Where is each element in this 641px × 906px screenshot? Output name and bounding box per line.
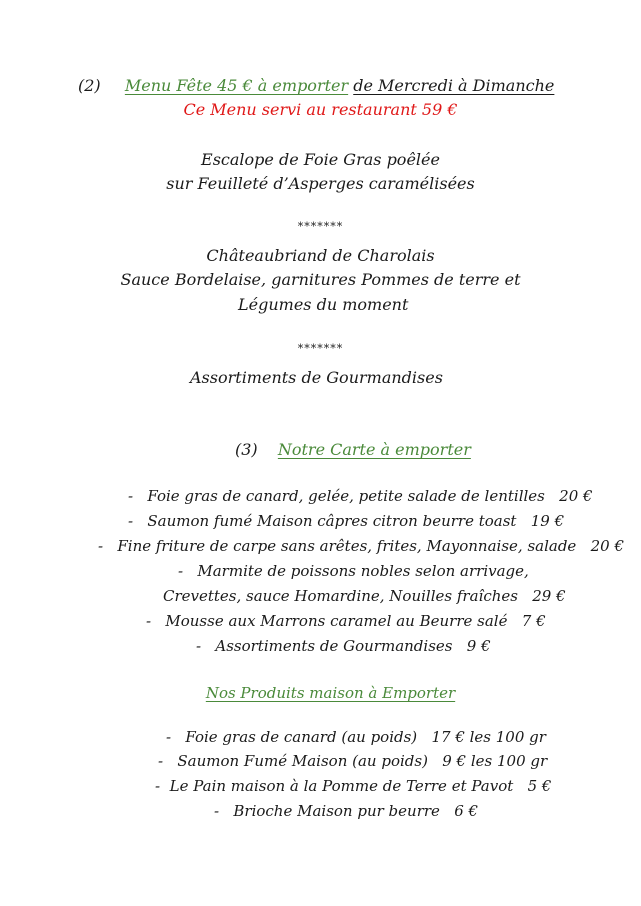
- products-title: Nos Produits maison à Emporter: [205, 684, 456, 702]
- product-item: - Foie gras de canard (au poids) 17 € les 100 gr: [166, 728, 546, 746]
- carte-header: [235, 440, 635, 459]
- course2-line3: Légumes du moment: [238, 295, 409, 314]
- product-item: - Saumon Fumé Maison (au poids) 9 € les 100 gr: [158, 752, 548, 770]
- carte-item: - Mousse aux Marrons caramel au Beurre salé 7 €: [146, 612, 546, 630]
- carte-item: - Foie gras de canard, gelée, petite salade de lentilles 20 €: [128, 487, 593, 505]
- course3-line1: Assortiments de Gourmandises: [190, 368, 443, 387]
- separator: *******: [297, 342, 344, 355]
- menu-fete-days: de Mercredi à Dimanche: [353, 76, 555, 95]
- carte-item: - Assortiments de Gourmandises 9 €: [196, 637, 491, 655]
- carte-item: - Fine friture de carpe sans arêtes, frites, Mayonnaise, salade 20 €: [98, 537, 625, 555]
- carte-item-continued: Crevettes, sauce Homardine, Nouilles fraîches 29 €: [163, 587, 566, 605]
- product-item: - Brioche Maison pur beurre 6 €: [214, 802, 479, 820]
- restaurant-price-note: Ce Menu servi au restaurant 59 €: [183, 100, 458, 119]
- separator: *******: [297, 220, 344, 233]
- products-header: [0, 684, 641, 702]
- carte-item: - Saumon fumé Maison câpres citron beurre toast 19 €: [128, 512, 565, 530]
- carte-item: - Marmite de poissons nobles selon arrivage,: [178, 562, 529, 580]
- course1-line1: Escalope de Foie Gras poêlée: [201, 150, 440, 169]
- menu-fete-title: Menu Fête 45 € à emporter: [124, 76, 349, 95]
- course2-line1: Châteaubriand de Charolais: [206, 246, 435, 265]
- product-item: - Le Pain maison à la Pomme de Terre et Pavot 5 €: [155, 777, 552, 795]
- carte-title: Notre Carte à emporter: [277, 440, 471, 459]
- course1-line2: sur Feuilleté d’Asperges caramélisées: [166, 174, 475, 193]
- section-number: (2): [78, 76, 101, 95]
- course2-line2: Sauce Bordelaise, garnitures Pommes de terre et: [120, 270, 521, 289]
- section-number: (3): [235, 440, 258, 459]
- menu-fete-header: [78, 76, 638, 95]
